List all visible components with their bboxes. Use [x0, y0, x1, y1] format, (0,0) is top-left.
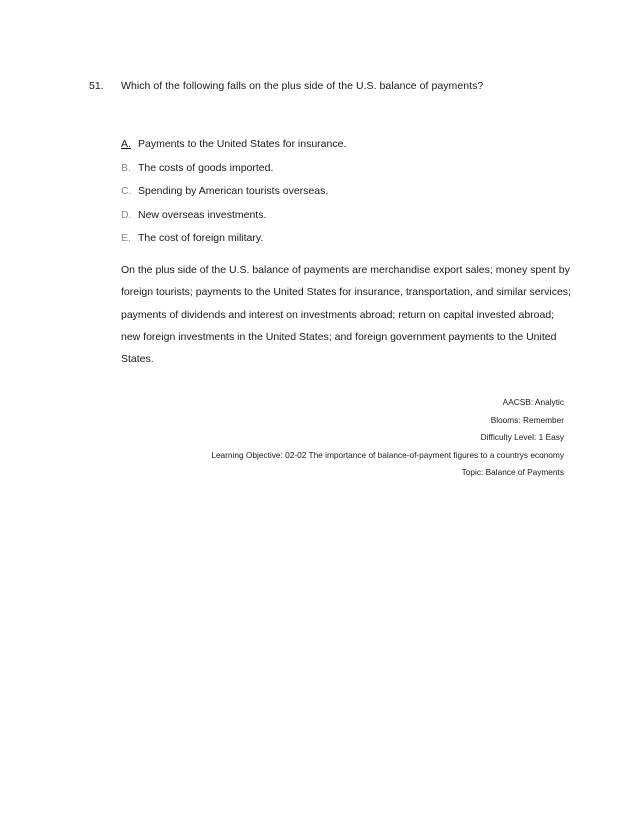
option-letter: E.	[121, 232, 131, 244]
option-text: Payments to the United States for insurance.	[138, 138, 347, 150]
option-letter: D.	[121, 208, 132, 221]
answer-explanation	[121, 259, 571, 370]
aacsb-tag: AACSB: Analytic	[502, 397, 564, 407]
answer-options	[121, 137, 591, 255]
option-a	[121, 137, 591, 161]
option-text: The costs of goods imported.	[138, 161, 274, 174]
explanation-line: foreign tourists; payments to the United States for insurance, transportation, and similar services;	[121, 286, 571, 299]
topic-tag: Topic: Balance of Payments	[461, 467, 564, 478]
option-text: The cost of foreign military.	[138, 232, 264, 244]
option-c	[121, 184, 591, 208]
option-e	[121, 231, 591, 255]
option-d	[121, 208, 591, 232]
question-metadata	[211, 394, 564, 482]
blooms-tag: Blooms: Remember	[490, 414, 564, 425]
explanation-line: States.	[121, 353, 154, 366]
explanation-line: payments of dividends and interest on investments abroad; return on capital invested abroad;	[121, 308, 555, 321]
explanation-line: new foreign investments in the United States; and foreign government payments to the United	[121, 330, 557, 343]
option-b	[121, 161, 591, 185]
option-letter: C.	[121, 185, 132, 197]
question-text: Which of the following falls on the plus side of the U.S. balance of payments?	[121, 80, 484, 92]
difficulty-tag: Difficulty Level: 1 Easy	[480, 432, 564, 443]
question-number: 51.	[89, 80, 104, 92]
option-letter: A.	[121, 138, 131, 150]
learning-objective-tag: Learning Objective: 02-02 The importance of balance-of-payment figures to a countrys economy	[211, 449, 564, 460]
option-text: Spending by American tourists overseas.	[138, 185, 329, 197]
explanation-line: On the plus side of the U.S. balance of payments are merchandise export sales; money spent by	[121, 264, 570, 276]
option-text: New overseas investments.	[138, 208, 267, 221]
option-letter: B.	[121, 161, 131, 174]
